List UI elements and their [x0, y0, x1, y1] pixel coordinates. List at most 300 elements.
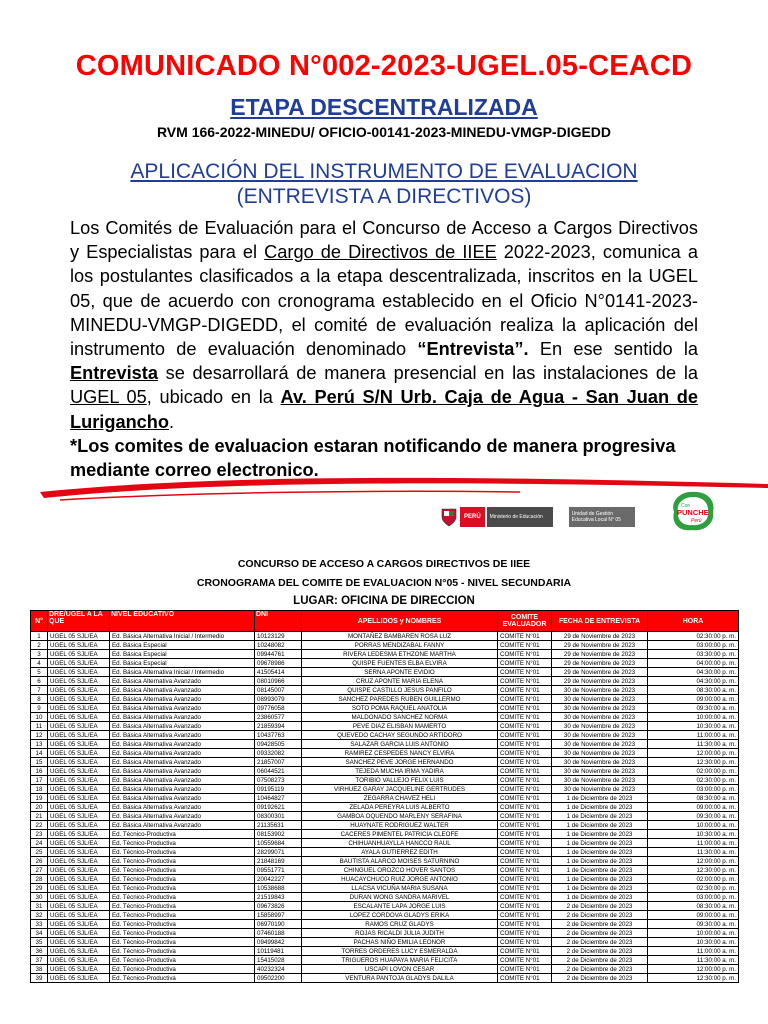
- row-time: 09:00:00 a. m.: [648, 911, 739, 920]
- row-date: 1 de Diciembre de 2023: [552, 812, 648, 821]
- row-dni: 09192621: [255, 803, 302, 812]
- row-dni: 07460188: [255, 929, 302, 938]
- row-date: 2 de Diciembre de 2023: [552, 902, 648, 911]
- row-level: Ed. Básica Alternativa Avanzado: [110, 677, 255, 686]
- column-header: FECHA DE ENTREVISTA: [552, 611, 648, 632]
- row-dni: 08300301: [255, 812, 302, 821]
- row-dni: 15415028: [255, 956, 302, 965]
- row-level: Ed. Básica Alternativa Avanzado: [110, 785, 255, 794]
- table-row: [31, 902, 739, 911]
- row-date: 29 de Noviembre de 2023: [552, 677, 648, 686]
- body-text: se desarrollará de manera presencial en las instalaciones de la: [157, 363, 698, 384]
- row-name: LOPEZ CORDOVA GLADYS ERIKA: [302, 911, 498, 920]
- row-committee: COMITE N°01: [498, 722, 552, 731]
- row-level: Ed. Técnico-Productiva: [110, 893, 255, 902]
- table-row: [31, 740, 739, 749]
- body-text: .: [169, 411, 175, 432]
- row-ugel: UGEL 05 SJL/EA: [48, 641, 110, 650]
- row-time: 04:30:00 p. m.: [648, 668, 739, 677]
- row-name: HUAYNATE RODRIGUEZ WALTER: [302, 821, 498, 830]
- row-ugel: UGEL 05 SJL/EA: [48, 776, 110, 785]
- body-text: Los Comités de Evaluación para el Concurso de Acceso a Cargos Directivos y Especialistas para el: [70, 218, 698, 263]
- row-committee: COMITE N°01: [498, 902, 552, 911]
- row-date: 1 de Diciembre de 2023: [552, 884, 648, 893]
- table-row: [31, 758, 739, 767]
- row-name: TRIGUEROS HUAPAYA MARIA FELICITA: [302, 956, 498, 965]
- row-number: 25: [31, 848, 48, 857]
- row-time: 10:30:00 a. m.: [648, 830, 739, 839]
- row-time: 09:30:00 a. m.: [648, 704, 739, 713]
- table-row: [31, 650, 739, 659]
- row-time: 09:30:00 a. m.: [648, 920, 739, 929]
- row-name: MONTAÑEZ BAMBAREN ROSA LUZ: [302, 632, 498, 641]
- column-header: APELLIDOS y NOMBRES: [302, 611, 498, 632]
- row-committee: COMITE N°01: [498, 785, 552, 794]
- row-date: 29 de Noviembre de 2023: [552, 641, 648, 650]
- row-number: 26: [31, 857, 48, 866]
- row-name: QUISPE FUENTES ELBA ELVIRA: [302, 659, 498, 668]
- row-number: 14: [31, 749, 48, 758]
- column-header: DNI: [255, 611, 302, 632]
- row-committee: COMITE N°01: [498, 965, 552, 974]
- row-time: 11:30:00 a. m.: [648, 740, 739, 749]
- row-ugel: UGEL 05 SJL/EA: [48, 686, 110, 695]
- row-ugel: UGEL 05 SJL/EA: [48, 965, 110, 974]
- row-committee: COMITE N°01: [498, 974, 552, 983]
- row-date: 29 de Noviembre de 2023: [552, 668, 648, 677]
- schedule-location: LUGAR: OFICINA DE DIRECCION: [293, 595, 475, 607]
- row-name: VENTURA PANTOJA GLADYS DALILA: [302, 974, 498, 983]
- row-level: Ed. Básica Alternativa Avanzado: [110, 803, 255, 812]
- table-row: [31, 884, 739, 893]
- row-time: 11:30:00 a. m.: [648, 956, 739, 965]
- row-time: 09:00:00 a. m.: [648, 803, 739, 812]
- row-date: 30 de Noviembre de 2023: [552, 731, 648, 740]
- communique-title: COMUNICADO N°002-2023-UGEL.05-CEACD: [75, 50, 693, 82]
- row-name: ESCALANTE LAPA JORGE LUIS: [302, 902, 498, 911]
- row-number: 31: [31, 902, 48, 911]
- row-time: 02:00:00 p. m.: [648, 767, 739, 776]
- column-header: COMITE EVALUADOR: [498, 611, 552, 632]
- row-number: 16: [31, 767, 48, 776]
- row-name: PEVE DIAZ ELISBAN MAMERTO: [302, 722, 498, 731]
- row-name: SERNA APONTE EVIDIO: [302, 668, 498, 677]
- row-level: Ed. Básica Alternativa Avanzado: [110, 695, 255, 704]
- row-date: 30 de Noviembre de 2023: [552, 722, 648, 731]
- row-date: 30 de Noviembre de 2023: [552, 686, 648, 695]
- row-name: PACHAS NIÑO EMILIA LEONOR: [302, 938, 498, 947]
- row-date: 30 de Noviembre de 2023: [552, 740, 648, 749]
- table-row: [31, 722, 739, 731]
- row-date: 30 de Noviembre de 2023: [552, 713, 648, 722]
- row-ugel: UGEL 05 SJL/EA: [48, 632, 110, 641]
- row-level: Ed. Básica Alternativa Avanzado: [110, 713, 255, 722]
- table-row: [31, 956, 739, 965]
- row-time: 10:30:00 a. m.: [648, 722, 739, 731]
- row-level: Ed. Básica Alternativa Avanzado: [110, 740, 255, 749]
- row-committee: COMITE N°01: [498, 938, 552, 947]
- row-dni: 10437763: [255, 731, 302, 740]
- row-dni: 21135631: [255, 821, 302, 830]
- row-date: 2 de Diciembre de 2023: [552, 929, 648, 938]
- coat-of-arms-icon: [440, 507, 458, 527]
- row-time: 08:30:00 a. m.: [648, 686, 739, 695]
- row-date: 1 de Diciembre de 2023: [552, 893, 648, 902]
- row-time: 02:00:00 p. m.: [648, 875, 739, 884]
- table-row: [31, 731, 739, 740]
- row-number: 8: [31, 695, 48, 704]
- row-ugel: UGEL 05 SJL/EA: [48, 929, 110, 938]
- table-row: [31, 821, 739, 830]
- row-number: 22: [31, 821, 48, 830]
- campaign-logo-text: PUNCHE: [677, 508, 709, 517]
- row-number: 38: [31, 965, 48, 974]
- table-row: [31, 632, 739, 641]
- row-name: SOTO POMA RAQUEL ANATOLIA: [302, 704, 498, 713]
- table-header-row: [31, 611, 739, 632]
- row-date: 1 de Diciembre de 2023: [552, 794, 648, 803]
- row-committee: COMITE N°01: [498, 767, 552, 776]
- row-date: 2 de Diciembre de 2023: [552, 911, 648, 920]
- row-ugel: UGEL 05 SJL/EA: [48, 830, 110, 839]
- row-dni: 09428505: [255, 740, 302, 749]
- row-ugel: UGEL 05 SJL/EA: [48, 803, 110, 812]
- row-committee: COMITE N°01: [498, 929, 552, 938]
- row-number: 39: [31, 974, 48, 983]
- application-heading: [0, 159, 768, 209]
- row-time: 03:30:00 p. m.: [648, 650, 739, 659]
- row-level: Ed. Básica Alternativa Avanzado: [110, 722, 255, 731]
- row-dni: 09332082: [255, 749, 302, 758]
- row-dni: 07508273: [255, 776, 302, 785]
- row-dni: 08145007: [255, 686, 302, 695]
- row-name: BAUTISTA ALARCO MOISES SATURNINO: [302, 857, 498, 866]
- row-dni: 09551771: [255, 866, 302, 875]
- row-number: 20: [31, 803, 48, 812]
- table-row: [31, 794, 739, 803]
- row-number: 7: [31, 686, 48, 695]
- row-name: TORIBIO VALLEJO FELIX LUIS: [302, 776, 498, 785]
- row-date: 30 de Noviembre de 2023: [552, 767, 648, 776]
- row-time: 10:00:00 a. m.: [648, 821, 739, 830]
- row-dni: 09502200: [255, 974, 302, 983]
- row-date: 2 de Diciembre de 2023: [552, 938, 648, 947]
- table-row: [31, 785, 739, 794]
- row-committee: COMITE N°01: [498, 893, 552, 902]
- row-number: 5: [31, 668, 48, 677]
- row-dni: 10119481: [255, 947, 302, 956]
- row-level: Ed. Básica Especial: [110, 641, 255, 650]
- row-dni: 41505414: [255, 668, 302, 677]
- row-level: Ed. Básica Alternativa Avanzado: [110, 821, 255, 830]
- table-row: [31, 965, 739, 974]
- row-ugel: UGEL 05 SJL/EA: [48, 857, 110, 866]
- row-name: QUEVEDO CACHAY SEGUNDO ARTIDORO: [302, 731, 498, 740]
- body-bold-text: “Entrevista”.: [417, 339, 529, 360]
- row-name: TEJEDA MUCHA IRMA YADIRA: [302, 767, 498, 776]
- row-number: 9: [31, 704, 48, 713]
- row-committee: COMITE N°01: [498, 821, 552, 830]
- row-name: CACERES PIMENTEL PATRICIA CLEOFE: [302, 830, 498, 839]
- row-ugel: UGEL 05 SJL/EA: [48, 713, 110, 722]
- row-ugel: UGEL 05 SJL/EA: [48, 812, 110, 821]
- row-dni: 09195119: [255, 785, 302, 794]
- row-committee: COMITE N°01: [498, 641, 552, 650]
- row-committee: COMITE N°01: [498, 794, 552, 803]
- row-level: Ed. Técnico-Productiva: [110, 839, 255, 848]
- row-committee: COMITE N°01: [498, 839, 552, 848]
- row-name: ZEGARRA CHAVEZ HELI: [302, 794, 498, 803]
- row-committee: COMITE N°01: [498, 947, 552, 956]
- row-number: 29: [31, 884, 48, 893]
- row-name: USCAPI LOVON CESAR: [302, 965, 498, 974]
- row-time: 09:30:00 a. m.: [648, 812, 739, 821]
- row-level: Ed. Básica Alternativa Avanzado: [110, 758, 255, 767]
- row-name: VIRHUEZ GARAY JACQUELINE GERTRUDES: [302, 785, 498, 794]
- row-time: 08:30:00 a. m.: [648, 794, 739, 803]
- row-dni: 09499842: [255, 938, 302, 947]
- row-level: Ed. Básica Alternativa Avanzado: [110, 704, 255, 713]
- row-dni: 09673826: [255, 902, 302, 911]
- row-ugel: UGEL 05 SJL/EA: [48, 839, 110, 848]
- row-name: CRUZ APONTE MARIA ELENA: [302, 677, 498, 686]
- row-time: 12:30:00 p. m.: [648, 758, 739, 767]
- row-time: 11:00:00 a. m.: [648, 731, 739, 740]
- row-level: Ed. Técnico-Productiva: [110, 875, 255, 884]
- row-committee: COMITE N°01: [498, 830, 552, 839]
- row-ugel: UGEL 05 SJL/EA: [48, 668, 110, 677]
- row-committee: COMITE N°01: [498, 713, 552, 722]
- row-name: CHIHUANHUAYLLA HANCCO RAUL: [302, 839, 498, 848]
- application-heading-line2: (ENTREVISTA A DIRECTIVOS): [236, 185, 532, 208]
- row-level: Ed. Técnico-Productiva: [110, 965, 255, 974]
- notification-note: *Los comites de evaluacion estaran notificando de manera progresiva mediante correo electronico.: [70, 435, 676, 481]
- row-time: 02:30:00 p. m.: [648, 884, 739, 893]
- campaign-logo-text: Perú: [691, 518, 702, 524]
- row-dni: 08153902: [255, 830, 302, 839]
- table-row: [31, 803, 739, 812]
- row-ugel: UGEL 05 SJL/EA: [48, 911, 110, 920]
- row-committee: COMITE N°01: [498, 956, 552, 965]
- row-name: TORRES ORDERES LUCY ESMERALDA: [302, 947, 498, 956]
- row-dni: 06970190: [255, 920, 302, 929]
- row-number: 12: [31, 731, 48, 740]
- table-row: [31, 929, 739, 938]
- row-level: Ed. Técnico-Productiva: [110, 857, 255, 866]
- row-committee: COMITE N°01: [498, 812, 552, 821]
- table-row: [31, 866, 739, 875]
- row-date: 1 de Diciembre de 2023: [552, 857, 648, 866]
- row-committee: COMITE N°01: [498, 803, 552, 812]
- row-number: 15: [31, 758, 48, 767]
- row-ugel: UGEL 05 SJL/EA: [48, 704, 110, 713]
- row-dni: 21519843: [255, 893, 302, 902]
- row-name: RAMIREZ CESPEDES NANCY ELVIRA: [302, 749, 498, 758]
- row-number: 1: [31, 632, 48, 641]
- row-date: 29 de Noviembre de 2023: [552, 659, 648, 668]
- row-ugel: UGEL 05 SJL/EA: [48, 956, 110, 965]
- campaign-logo-text: Con: [681, 503, 691, 509]
- row-date: 1 de Diciembre de 2023: [552, 875, 648, 884]
- row-level: Ed. Básica Alternativa Avanzado: [110, 794, 255, 803]
- table-row: [31, 875, 739, 884]
- row-committee: COMITE N°01: [498, 677, 552, 686]
- column-header: N°: [31, 611, 48, 632]
- decorative-swoosh: [0, 470, 768, 510]
- row-date: 1 de Diciembre de 2023: [552, 866, 648, 875]
- row-level: Ed. Básica Especial: [110, 650, 255, 659]
- row-dni: 21848169: [255, 857, 302, 866]
- row-number: 24: [31, 839, 48, 848]
- table-row: [31, 641, 739, 650]
- row-committee: COMITE N°01: [498, 632, 552, 641]
- table-row: [31, 767, 739, 776]
- row-committee: COMITE N°01: [498, 911, 552, 920]
- row-time: 12:00:00 p. m.: [648, 857, 739, 866]
- table-row: [31, 677, 739, 686]
- row-name: QUISPE CASTILLO JESUS PANFILO: [302, 686, 498, 695]
- table-row: [31, 857, 739, 866]
- row-dni: 08010966: [255, 677, 302, 686]
- row-number: 3: [31, 650, 48, 659]
- row-level: Ed. Técnico-Productiva: [110, 929, 255, 938]
- row-name: CHINGUEL OROZCO HOVER SANTOS: [302, 866, 498, 875]
- row-time: 02:30:00 p. m.: [648, 632, 739, 641]
- row-time: 10:00:00 a. m.: [648, 929, 739, 938]
- table-row: [31, 686, 739, 695]
- row-number: 17: [31, 776, 48, 785]
- row-name: HUACAYCHUCO RUIZ JORGE ANTONIO: [302, 875, 498, 884]
- table-row: [31, 704, 739, 713]
- row-dni: 08993079: [255, 695, 302, 704]
- row-committee: COMITE N°01: [498, 749, 552, 758]
- row-number: 23: [31, 830, 48, 839]
- row-date: 1 de Diciembre de 2023: [552, 839, 648, 848]
- row-level: Ed. Técnico-Productiva: [110, 848, 255, 857]
- row-time: 12:00:00 p. m.: [648, 965, 739, 974]
- row-time: 11:00:00 a. m.: [648, 839, 739, 848]
- table-row: [31, 668, 739, 677]
- row-dni: 23860577: [255, 713, 302, 722]
- row-date: 1 de Diciembre de 2023: [552, 821, 648, 830]
- row-dni: 09678986: [255, 659, 302, 668]
- column-header: DRE/UGEL A LA QUE: [48, 611, 110, 632]
- row-ugel: UGEL 05 SJL/EA: [48, 875, 110, 884]
- table-row: [31, 830, 739, 839]
- row-date: 1 de Diciembre de 2023: [552, 830, 648, 839]
- row-name: SALAZAR GARCIA LUIS ANTONIO: [302, 740, 498, 749]
- column-header: HORA: [648, 611, 739, 632]
- row-number: 37: [31, 956, 48, 965]
- row-level: Ed. Técnico-Productiva: [110, 866, 255, 875]
- row-level: Ed. Técnico-Productiva: [110, 947, 255, 956]
- row-number: 27: [31, 866, 48, 875]
- row-name: RAMOS CRUZ GLADYS: [302, 920, 498, 929]
- row-committee: COMITE N°01: [498, 776, 552, 785]
- row-time: 12:30:00 p. m.: [648, 974, 739, 983]
- row-committee: COMITE N°01: [498, 686, 552, 695]
- body-underlined-text: UGEL 05: [70, 387, 147, 408]
- row-level: Ed. Técnico-Productiva: [110, 938, 255, 947]
- row-time: 10:30:00 a. m.: [648, 938, 739, 947]
- row-number: 13: [31, 740, 48, 749]
- row-ugel: UGEL 05 SJL/EA: [48, 659, 110, 668]
- row-committee: COMITE N°01: [498, 695, 552, 704]
- row-dni: 40232324: [255, 965, 302, 974]
- table-row: [31, 893, 739, 902]
- row-ugel: UGEL 05 SJL/EA: [48, 740, 110, 749]
- row-date: 1 de Diciembre de 2023: [552, 848, 648, 857]
- row-dni: 10123129: [255, 632, 302, 641]
- row-date: 2 de Diciembre de 2023: [552, 974, 648, 983]
- row-level: Ed. Básica Alternativa Avanzado: [110, 686, 255, 695]
- row-time: 11:00:00 a. m.: [648, 947, 739, 956]
- row-number: 19: [31, 794, 48, 803]
- row-ugel: UGEL 05 SJL/EA: [48, 848, 110, 857]
- row-level: Ed. Técnico-Productiva: [110, 902, 255, 911]
- row-committee: COMITE N°01: [498, 650, 552, 659]
- row-date: 29 de Noviembre de 2023: [552, 632, 648, 641]
- row-dni: 15858997: [255, 911, 302, 920]
- row-name: ROJAS RICALDI JULIA JUDITH: [302, 929, 498, 938]
- row-name: SANCHEZ PEVE JORGE HERNANDO: [302, 758, 498, 767]
- column-header: NIVEL EDUCATIVO: [110, 611, 255, 632]
- row-dni: 06044521: [255, 767, 302, 776]
- row-ugel: UGEL 05 SJL/EA: [48, 677, 110, 686]
- row-date: 2 de Diciembre de 2023: [552, 965, 648, 974]
- ministry-logo: Ministerio de Educación: [487, 507, 553, 527]
- row-ugel: UGEL 05 SJL/EA: [48, 902, 110, 911]
- row-date: 30 de Noviembre de 2023: [552, 704, 648, 713]
- ugel-logo: Unidad de Gestión Educativa Local N° 05: [569, 507, 635, 527]
- table-row: [31, 974, 739, 983]
- row-dni: 09776058: [255, 704, 302, 713]
- row-committee: COMITE N°01: [498, 740, 552, 749]
- row-ugel: UGEL 05 SJL/EA: [48, 749, 110, 758]
- row-time: 10:00:00 a. m.: [648, 713, 739, 722]
- row-time: 02:30:00 p. m.: [648, 776, 739, 785]
- row-committee: COMITE N°01: [498, 866, 552, 875]
- row-number: 2: [31, 641, 48, 650]
- row-name: DURAN WONG SANDRA MARIVEL: [302, 893, 498, 902]
- row-committee: COMITE N°01: [498, 884, 552, 893]
- address-text: Av. Perú S/N Urb. Caja de Agua - San Juan de Lurigancho: [70, 387, 698, 432]
- row-number: 6: [31, 677, 48, 686]
- body-bold-underlined-text: Entrevista: [70, 363, 158, 384]
- row-time: 09:00:00 a. m.: [648, 695, 739, 704]
- row-dni: 20042227: [255, 875, 302, 884]
- table-row: [31, 776, 739, 785]
- row-level: Ed. Básica Alternativa Inicial / Intermedio: [110, 632, 255, 641]
- row-ugel: UGEL 05 SJL/EA: [48, 821, 110, 830]
- row-number: 34: [31, 929, 48, 938]
- row-number: 18: [31, 785, 48, 794]
- application-heading-line1: APLICACIÓN DEL INSTRUMENTO DE EVALUACION: [130, 160, 638, 183]
- body-underlined-text: Cargo de Directivos de IIEE: [264, 242, 497, 263]
- row-level: Ed. Básica Alternativa Inicial / Intermedio: [110, 668, 255, 677]
- ministry-logo-bar: [440, 506, 635, 528]
- row-name: AYALA GUTIERREZ EDITH: [302, 848, 498, 857]
- row-ugel: UGEL 05 SJL/EA: [48, 794, 110, 803]
- table-row: [31, 713, 739, 722]
- row-ugel: UGEL 05 SJL/EA: [48, 785, 110, 794]
- row-level: Ed. Técnico-Productiva: [110, 974, 255, 983]
- row-ugel: UGEL 05 SJL/EA: [48, 866, 110, 875]
- row-time: 04:30:00 p. m.: [648, 677, 739, 686]
- row-time: 04:00:00 p. m.: [648, 659, 739, 668]
- row-time: 03:00:00 p. m.: [648, 641, 739, 650]
- row-level: Ed. Básica Alternativa Avanzado: [110, 749, 255, 758]
